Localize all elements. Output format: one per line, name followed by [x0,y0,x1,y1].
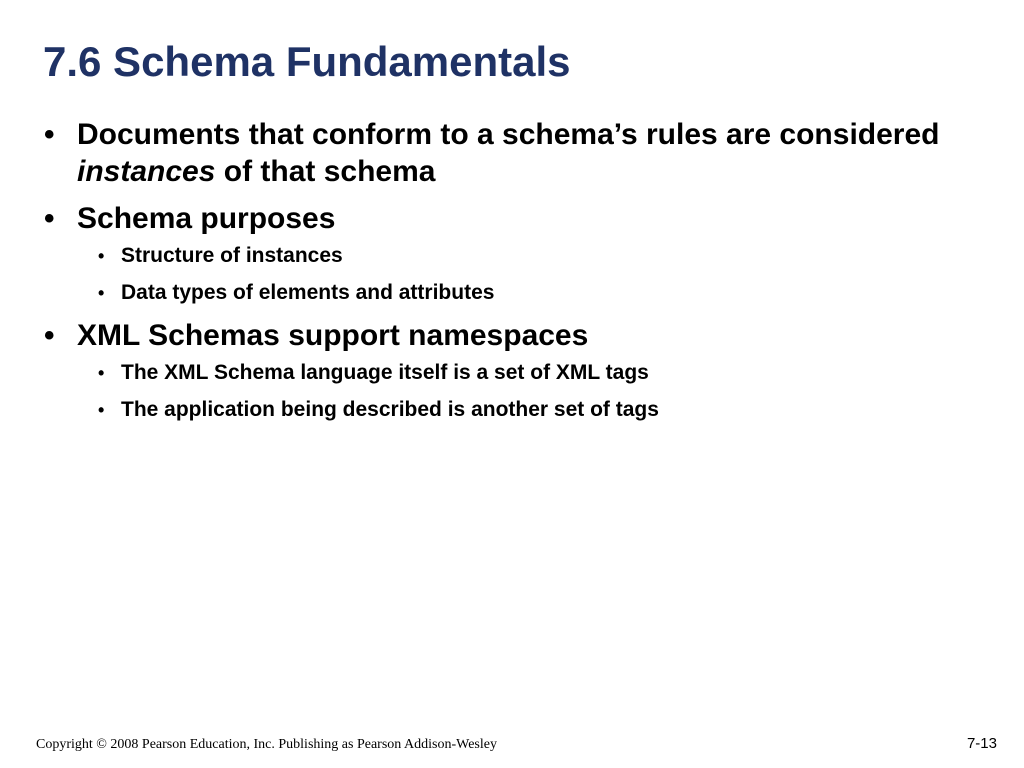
sub-bullet-icon: • [98,400,105,420]
bullet-text: XML Schemas support namespaces [77,319,589,352]
footer-copyright: Copyright © 2008 Pearson Education, Inc. Publishing as Pearson Addison-Wesley [36,737,497,752]
sub-bullet-list [77,360,984,423]
sub-bullet-text: The XML Schema language itself is a set of XML tags [121,361,649,384]
sub-bullet-icon: • [98,283,105,303]
slide-number: 7-13 [966,735,997,752]
bullet-text: Schema purposes [77,202,336,235]
bullet-icon: • [44,202,55,235]
sub-bullet-text: Data types of elements and attributes [121,281,495,304]
sub-bullet-list [77,243,984,306]
sub-bullet-icon: • [98,246,105,266]
bullet-item-instances [44,116,984,190]
sub-bullet-item [98,397,984,423]
sub-bullet-text: Structure of instances [121,244,343,267]
sub-bullet-item [98,280,984,306]
bullet-text-italic: instances [77,155,216,188]
bullet-text: Documents that conform to a schema’s rules are considered [77,118,940,151]
bullet-item-schema-purposes [44,200,984,306]
bullet-icon: • [44,118,55,151]
sub-bullet-icon: • [98,363,105,383]
sub-bullet-text: The application being described is another set of tags [121,398,659,421]
bullet-list [44,116,984,434]
sub-bullet-item [98,360,984,386]
bullet-icon: • [44,319,55,352]
sub-bullet-item [98,243,984,269]
bullet-item-namespaces [44,317,984,423]
bullet-text: of that schema [215,155,436,188]
slide-title: 7.6 Schema Fundamentals [43,38,571,85]
